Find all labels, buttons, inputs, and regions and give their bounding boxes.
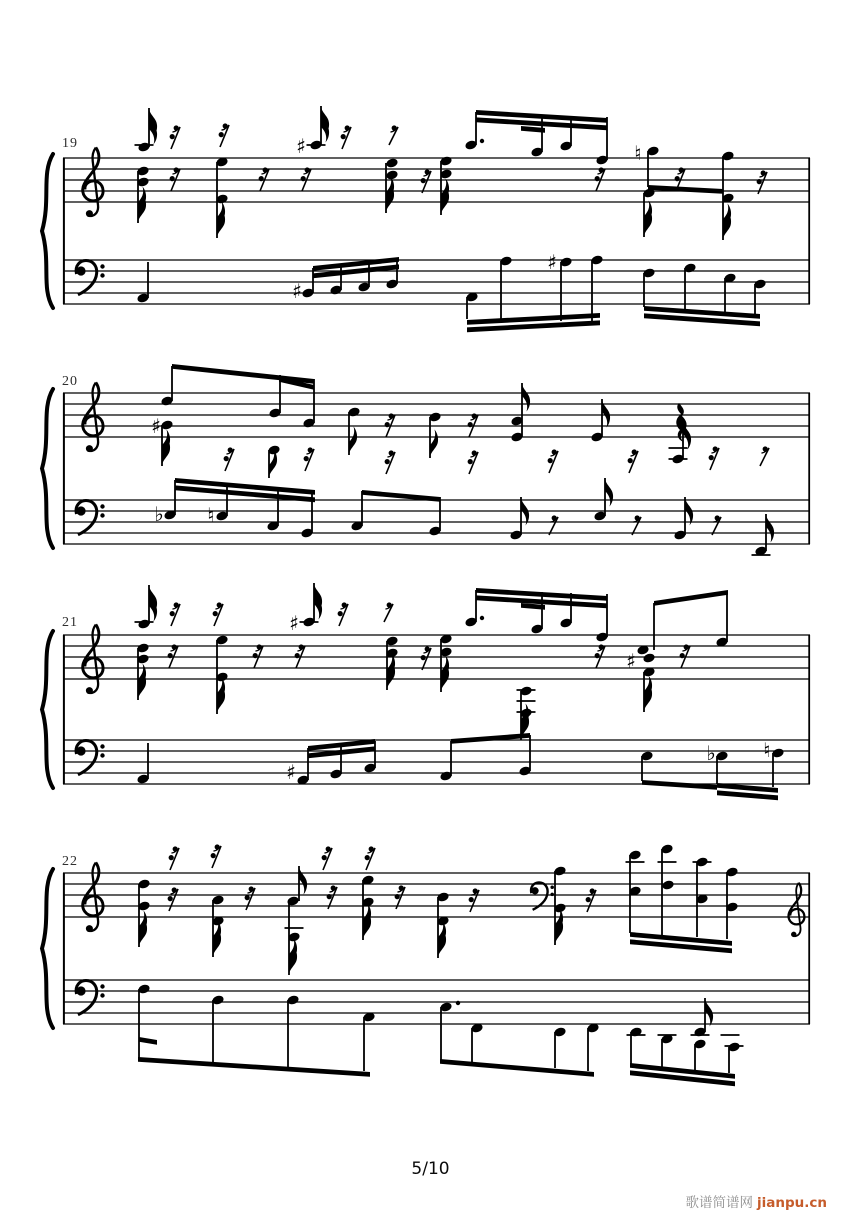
measure-number-21: 21 (62, 615, 78, 630)
svg-text:♮: ♮ (207, 503, 215, 527)
svg-text:♯: ♯ (626, 649, 636, 673)
brace-icon (42, 389, 53, 548)
measure-number-20: 20 (62, 374, 78, 389)
svg-text:♯: ♯ (296, 134, 306, 158)
brace-icon (42, 631, 53, 788)
system-measure-22 (42, 843, 810, 1086)
treble-clef-icon (789, 883, 805, 937)
system-measure-20 (42, 364, 810, 557)
svg-text:♭: ♭ (706, 741, 716, 765)
measure-number-22: 22 (62, 854, 78, 869)
staff-lines (63, 635, 810, 784)
bass-clef-icon (76, 501, 105, 535)
notes-layer (135, 106, 768, 332)
system-measure-19 (42, 106, 810, 332)
svg-text:♯: ♯ (547, 250, 557, 274)
page-number: 5/10 (411, 1159, 450, 1179)
watermark-site-name: 歌谱简谱网 (685, 1195, 753, 1211)
svg-text:♯: ♯ (289, 611, 299, 635)
measure-number-19: 19 (62, 136, 78, 151)
svg-text:♭: ♭ (154, 502, 164, 526)
svg-text:♮: ♮ (763, 738, 771, 762)
svg-text:♯: ♯ (151, 414, 161, 438)
svg-text:♯: ♯ (292, 279, 302, 303)
bass-clef-icon (76, 741, 105, 775)
watermark (686, 1191, 828, 1211)
notes-layer (137, 843, 804, 1086)
brace-icon (42, 154, 53, 308)
bass-clef-icon (76, 261, 105, 295)
svg-text:♯: ♯ (286, 760, 296, 784)
watermark-site-url: jianpu.cn (757, 1195, 827, 1211)
system-measure-21 (42, 583, 810, 800)
brace-icon (42, 869, 53, 1028)
bass-clef-icon (76, 981, 105, 1015)
notes-layer (135, 583, 785, 800)
svg-text:♮: ♮ (634, 141, 642, 165)
